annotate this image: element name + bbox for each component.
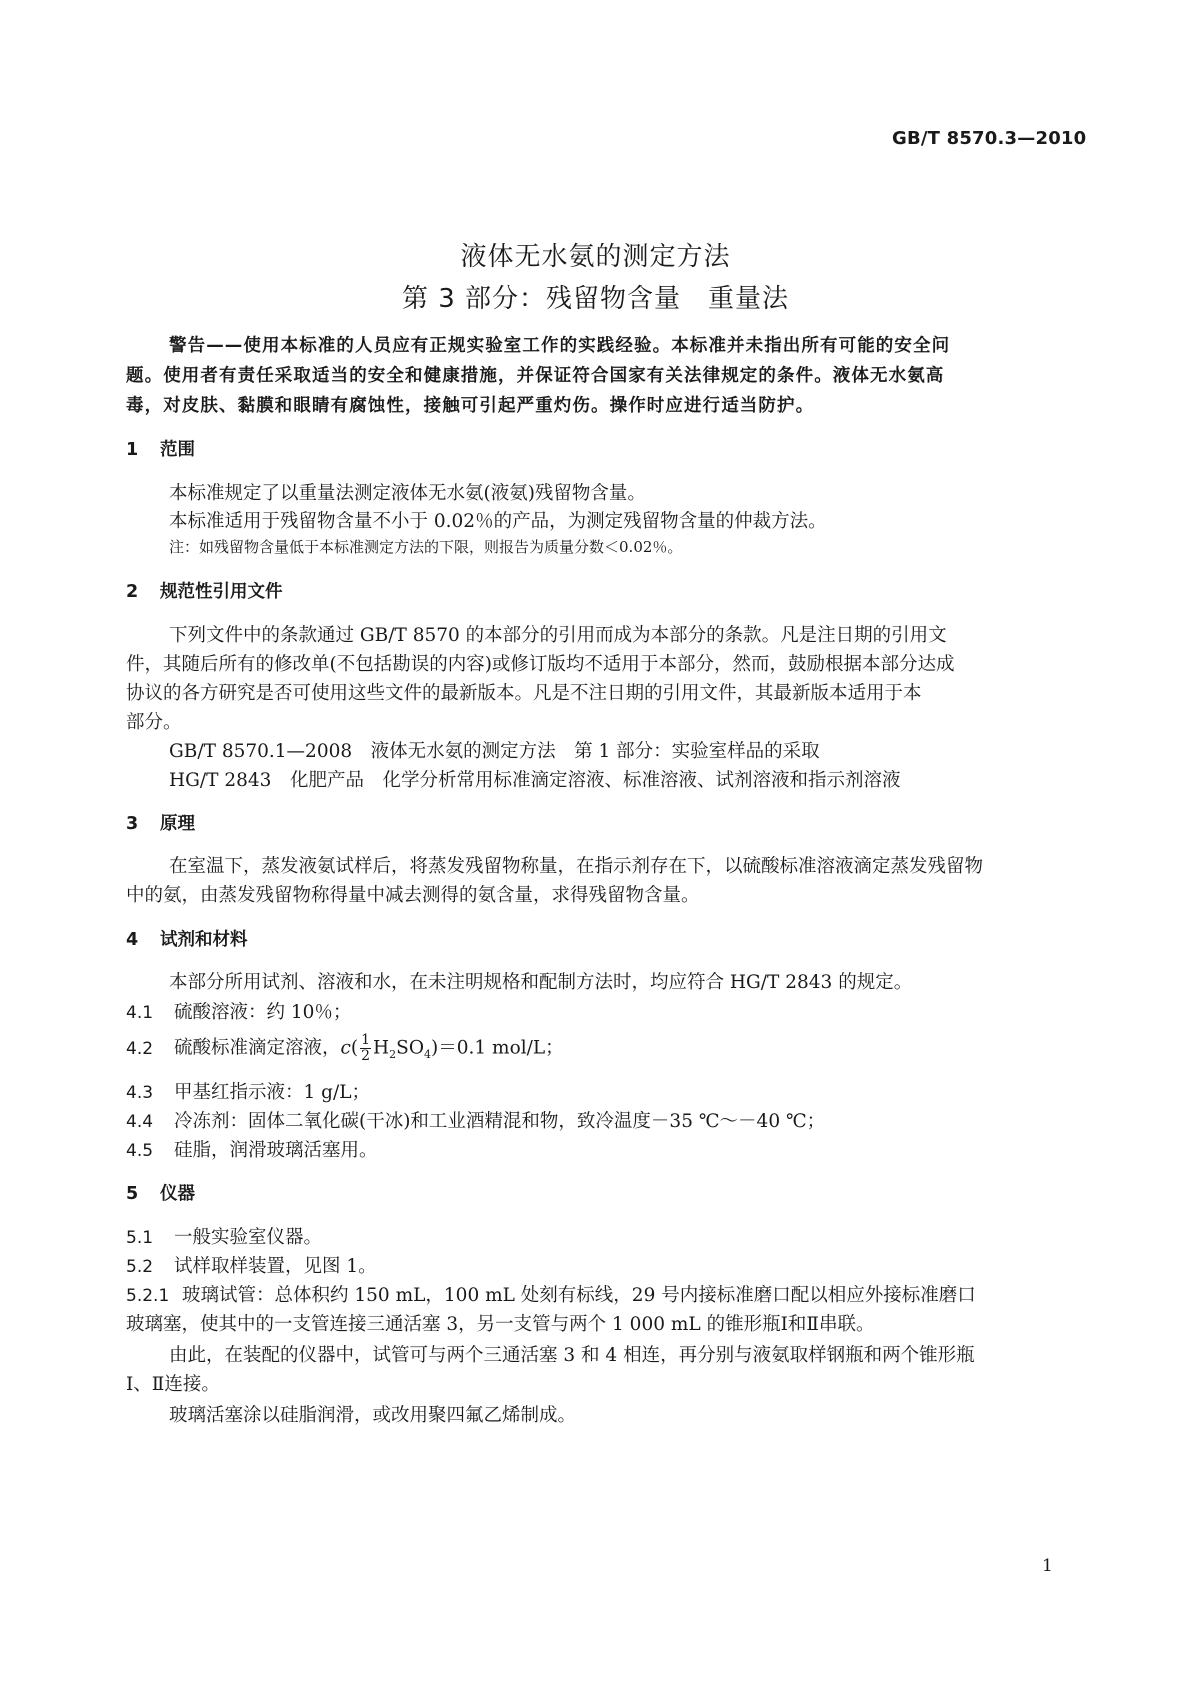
- item-5-2-text: 试样取样装置，见图 1。: [174, 1256, 377, 1277]
- warning-line-1: 警告——使用本标准的人员应有正规实验室工作的实践经验。本标准并未指出所有可能的安全问: [169, 336, 951, 356]
- section-5-number: 5: [126, 1184, 139, 1204]
- section-2-line-3: 协议的各方研究是否可使用这些文件的最新版本。凡是不注日期的引用文件，其最新版本适用于本: [126, 683, 922, 704]
- item-4-2-value: )＝0.1 mol/L；: [431, 1037, 564, 1059]
- item-4-2-formula-subscript-2: 2: [389, 1048, 397, 1062]
- item-4-5-number: 4.5: [126, 1141, 154, 1161]
- section-1-number: 1: [126, 440, 139, 460]
- section-5-paragraph-1-line-2: Ⅰ、Ⅱ连接。: [126, 1374, 220, 1395]
- item-4-1: [126, 998, 351, 1024]
- section-5-paragraph-1-line-1: 由此，在装配的仪器中，试管可与两个三通活塞 3 和 4 相连，再分别与液氨取样钢瓶和两个锥形瓶: [169, 1345, 975, 1366]
- section-1-heading: [126, 436, 195, 461]
- section-3-number: 3: [126, 814, 139, 834]
- item-4-4-text: 冷冻剂：固体二氧化碳(干冰)和工业酒精混和物，致冷温度－35 ℃～－40 ℃；: [174, 1111, 826, 1132]
- item-4-2-fraction: [360, 1033, 371, 1064]
- item-4-2-formula-so: SO: [396, 1037, 425, 1059]
- item-4-2-text: 硫酸标准滴定溶液，: [174, 1037, 341, 1059]
- item-5-2-1-line-2: 玻璃塞，使其中的一支管连接三通活塞 3，另一支管与两个 1 000 mL 的锥形瓶Ⅰ和Ⅱ串联。: [126, 1314, 875, 1335]
- item-4-3: [126, 1078, 370, 1104]
- item-4-1-number: 4.1: [126, 1003, 154, 1023]
- item-4-2-fraction-numerator: 1: [361, 1032, 371, 1048]
- item-5-2-1: [126, 1281, 976, 1307]
- item-5-2-number: 5.2: [126, 1257, 154, 1277]
- section-2-number: 2: [126, 582, 139, 602]
- item-4-2-open-paren: (: [350, 1037, 359, 1059]
- section-3-title: 原理: [160, 814, 195, 834]
- item-5-2-1-line-1: 玻璃试管：总体积约 150 mL，100 mL 处刻有标线，29 号内接标准磨口配以相应外接标准磨口: [182, 1285, 976, 1306]
- item-4-2: [126, 1033, 564, 1064]
- document-title: 液体无水氨的测定方法: [460, 242, 731, 272]
- item-5-1-number: 5.1: [126, 1228, 154, 1248]
- section-4-heading: [126, 926, 248, 951]
- section-3-heading: [126, 810, 195, 835]
- item-5-2: [126, 1252, 377, 1278]
- section-1-paragraph-2: 本标准适用于残留物含量不小于 0.02％的产品，为测定残留物含量的仲裁方法。: [169, 511, 827, 532]
- item-4-5-text: 硅脂，润滑玻璃活塞用。: [174, 1140, 378, 1161]
- warning-line-2: 题。使用者有责任采取适当的安全和健康措施，并保证符合国家有关法律规定的条件。液体无水氨高: [126, 366, 945, 386]
- item-5-2-1-number: 5.2.1: [126, 1286, 170, 1306]
- page-number: 1: [1042, 1556, 1053, 1576]
- section-4-intro: 本部分所用试剂、溶液和水，在未注明规格和配制方法时，均应符合 HG/T 2843 的规定。: [169, 972, 913, 993]
- standard-number: GB/T 8570.3—2010: [892, 128, 1087, 149]
- item-5-1-text: 一般实验室仪器。: [174, 1227, 323, 1248]
- section-4-title: 试剂和材料: [160, 930, 248, 950]
- item-4-1-text: 硫酸溶液：约 10％；: [174, 1002, 352, 1023]
- section-5-paragraph-2: 玻璃活塞涂以硅脂润滑，或改用聚四氟乙烯制成。: [169, 1405, 577, 1426]
- document-subtitle: 第 3 部分：残留物含量 重量法: [401, 284, 790, 314]
- item-4-5: [126, 1136, 378, 1162]
- item-4-2-formula-h: H: [373, 1037, 390, 1059]
- item-4-3-number: 4.3: [126, 1083, 154, 1103]
- section-1-note: 注：如残留物含量低于本标准测定方法的下限，则报告为质量分数＜0.02％。: [169, 538, 683, 556]
- section-4-number: 4: [126, 930, 139, 950]
- section-2-line-4: 部分。: [126, 712, 182, 733]
- item-4-3-text: 甲基红指示液：1 g/L；: [174, 1082, 371, 1103]
- item-5-1: [126, 1223, 322, 1249]
- section-2-heading: [126, 578, 283, 603]
- section-2-line-1: 下列文件中的条款通过 GB/T 8570 的本部分的引用而成为本部分的条款。凡是注日期的引用文: [169, 625, 947, 646]
- section-1-paragraph-1: 本标准规定了以重量法测定液体无水氨(液氨)残留物含量。: [169, 483, 646, 504]
- section-3-line-1: 在室温下，蒸发液氨试样后，将蒸发残留物称量，在指示剂存在下，以硫酸标准溶液滴定蒸发残留物: [169, 856, 984, 877]
- section-5-heading: [126, 1180, 195, 1205]
- item-4-2-formula-subscript-4: 4: [424, 1048, 432, 1062]
- warning-line-3: 毒，对皮肤、黏膜和眼睛有腐蚀性，接触可引起严重灼伤。操作时应进行适当防护。: [126, 396, 815, 416]
- section-3-line-2: 中的氨，由蒸发残留物称得量中减去测得的氨含量，求得残留物含量。: [126, 885, 700, 906]
- section-5-title: 仪器: [160, 1184, 195, 1204]
- section-2-line-2: 件，其随后所有的修改单(不包括勘误的内容)或修订版均不适用于本部分，然而，鼓励根据本部分达成: [126, 654, 955, 675]
- reference-hg-t-2843: HG/T 2843 化肥产品 化学分析常用标准滴定溶液、标准溶液、试剂溶液和指示剂溶液: [169, 770, 901, 791]
- item-4-4-number: 4.4: [126, 1112, 154, 1132]
- item-4-2-fraction-denominator: 2: [361, 1048, 371, 1064]
- item-4-4: [126, 1107, 825, 1133]
- section-1-title: 范围: [160, 440, 195, 460]
- item-4-2-concentration-symbol: c: [340, 1037, 351, 1059]
- section-2-title: 规范性引用文件: [160, 582, 283, 602]
- item-4-2-number: 4.2: [126, 1038, 154, 1059]
- reference-gb-t-8570-1: GB/T 8570.1—2008 液体无水氨的测定方法 第 1 部分：实验室样品的采取: [169, 741, 820, 762]
